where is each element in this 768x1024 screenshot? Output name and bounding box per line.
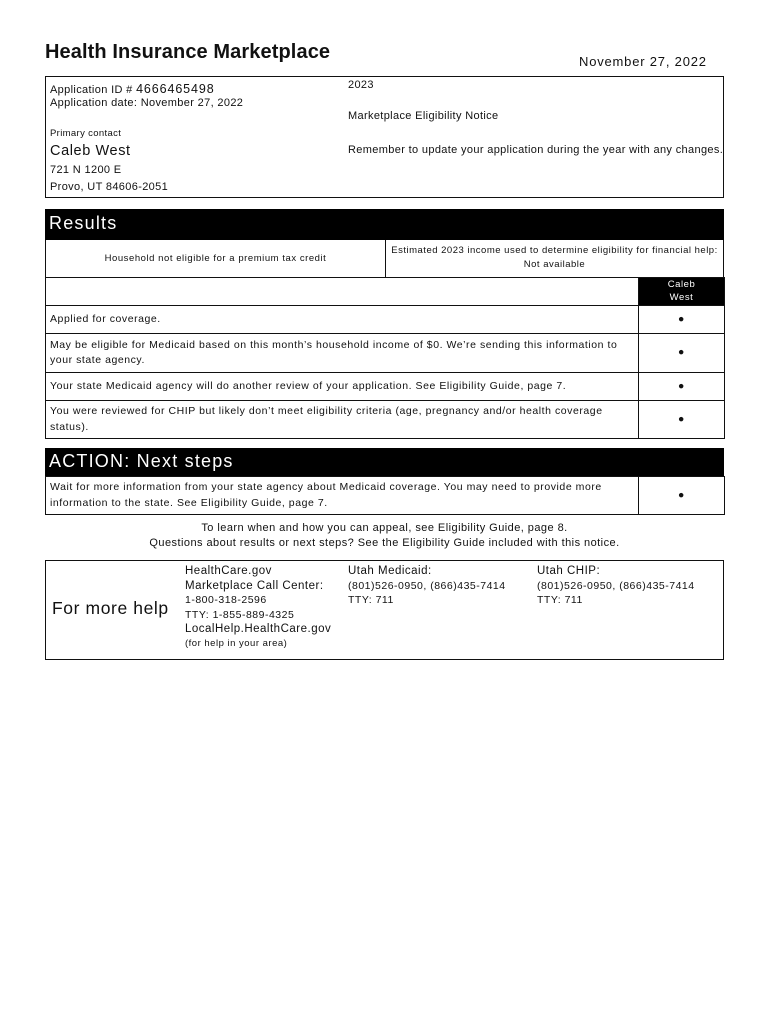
notice-year: 2023 [348,79,374,91]
bullet-icon: ● [639,334,725,373]
call-center-phone: 1-800-318-2596 [185,594,267,606]
action-table [45,476,725,515]
income-label: Estimated 2023 income used to determine eligibility for financial help: [391,245,718,256]
application-id [50,82,215,96]
help-box [45,560,724,660]
result-text: Your state Medicaid agency will do another review of your application. See Eligibility Guide, page 7. [46,373,639,401]
application-date: Application date: November 27, 2022 [50,97,244,109]
brand-title: Health Insurance Marketplace [45,41,331,63]
results-header-row [46,278,725,306]
result-text: You were reviewed for CHIP but likely don’t meet eligibility criteria (age, pregnancy and/or health coverage status). [46,401,639,439]
notice-title: Marketplace Eligibility Notice [348,110,499,122]
application-id-label: Application ID # [50,84,133,96]
medicaid-label: Utah Medicaid: [348,565,432,577]
income-estimate [385,240,723,277]
update-reminder: Remember to update your application during the year with any changes. [348,144,724,156]
income-value: Not available [523,259,586,270]
bullet-icon: ● [639,373,725,401]
person-first-name: Caleb [667,279,696,290]
medicaid-tty: TTY: 711 [348,594,394,606]
person-last-name: West [669,291,694,303]
bullet-icon: ● [639,477,725,515]
call-center-label: Marketplace Call Center: [185,579,324,592]
marketplace-contact [185,564,331,651]
questions-note: Questions about results or next steps? See the Eligibility Guide included with this notice. [149,537,620,549]
chip-label: Utah CHIP: [537,565,601,577]
table-row [46,306,725,334]
call-center-tty: TTY: 1-855-889-4325 [185,608,295,621]
local-help-link[interactable]: LocalHelp.HealthCare.gov [185,623,332,635]
bullet-icon: ● [639,306,725,334]
results-header-blank [46,278,639,306]
table-row [46,401,725,439]
medicaid-phones: (801)526-0950, (866)435-7414 [348,579,506,592]
primary-contact-label: Primary contact [50,128,122,139]
medicaid-contact [348,564,506,608]
table-row [46,334,725,373]
table-row [46,373,725,401]
chip-contact [537,564,695,608]
results-heading: Results [45,209,724,240]
help-label: For more help [52,598,169,618]
action-heading: ACTION: Next steps [45,448,724,477]
table-row [46,477,725,515]
results-table [45,277,725,439]
chip-tty: TTY: 711 [537,594,583,606]
person-column-header [639,278,725,306]
application-id-value: 4666465498 [136,82,215,96]
notice-date: November 27, 2022 [579,54,707,69]
action-text: Wait for more information from your state agency about Medicaid coverage. You may need to provide more information to the state. See Eligibility Guide, page 7. [46,477,639,515]
results-summary [45,240,724,278]
household-status: Household not eligible for a premium tax credit [104,253,327,264]
notice-header-box [45,76,724,198]
result-text: Applied for coverage. [46,306,639,334]
healthcare-link[interactable]: HealthCare.gov [185,565,272,577]
chip-phones: (801)526-0950, (866)435-7414 [537,579,695,592]
result-text: May be eligible for Medicaid based on this month’s household income of $0. We’re sending this information to your state agency. [46,334,639,373]
local-help-note: (for help in your area) [185,637,288,649]
bullet-icon: ● [639,401,725,439]
appeal-note: To learn when and how you can appeal, see Eligibility Guide, page 8. [201,522,568,534]
address-line1: 721 N 1200 E [50,164,122,176]
address-line2: Provo, UT 84606-2051 [50,181,169,193]
contact-name: Caleb West [50,143,131,159]
